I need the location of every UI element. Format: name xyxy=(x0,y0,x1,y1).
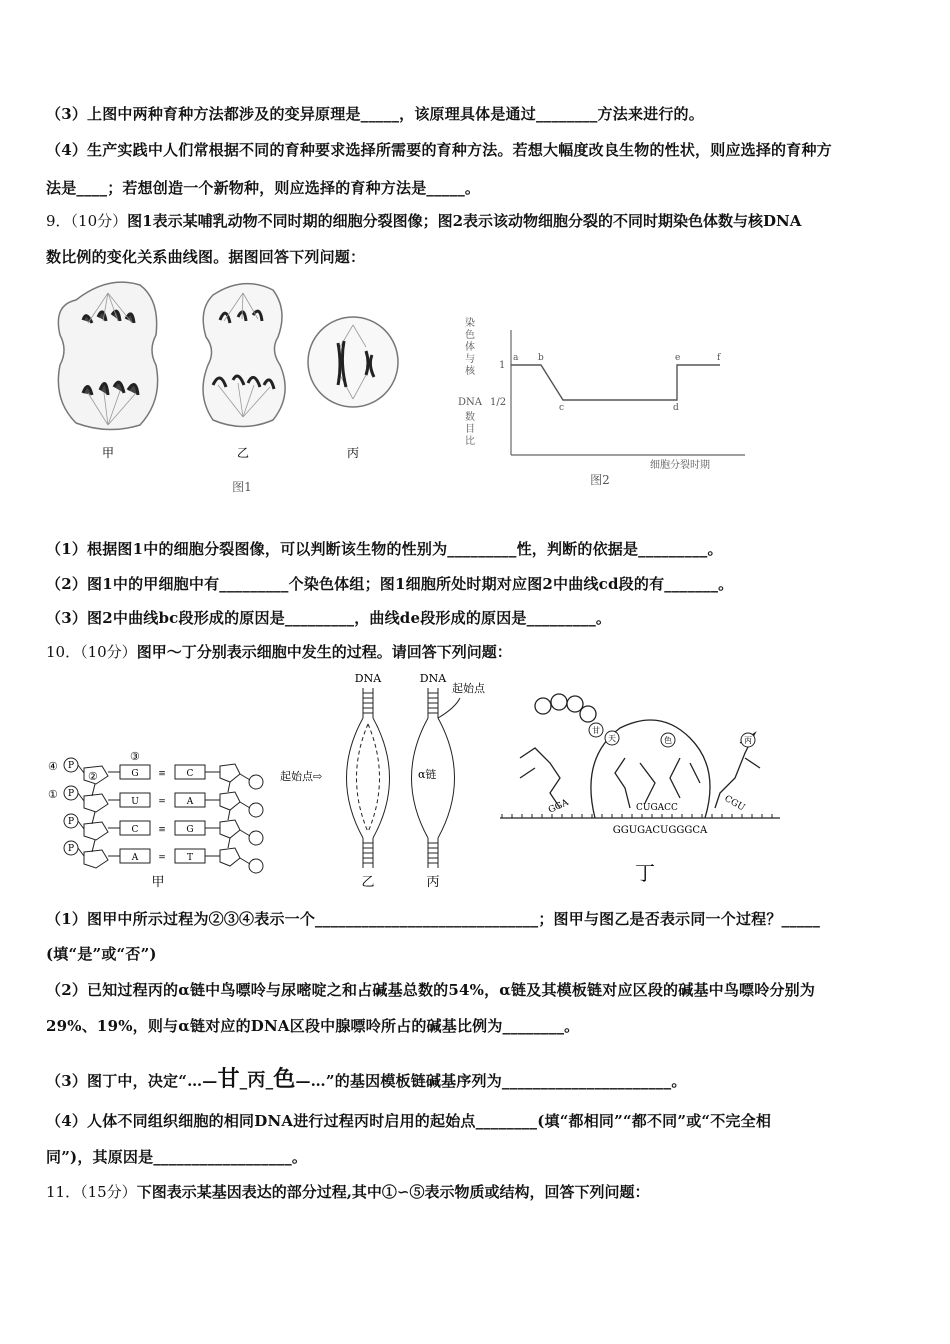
base-right-2: G xyxy=(186,825,194,835)
yi-dna: DNA xyxy=(354,672,382,685)
bing-dna: DNA xyxy=(419,672,447,685)
q8-part3: （3）上图中两种育种方法都涉及的变异原理是_____，该原理具体是通过________方法来进行的。 xyxy=(46,105,704,123)
label-ding: 丁 xyxy=(635,861,655,885)
aa-bing: 丙 xyxy=(744,736,752,745)
q8-part4-line2: 法是____；若想创造一个新物种，则应选择的育种方法是_____。 xyxy=(46,179,481,197)
q10-part4-line2: 同”)，其原因是__________________。 xyxy=(46,1148,308,1166)
q10-part3-suffix: —…”的基因模板链碱基序列为______________________。 xyxy=(295,1072,687,1090)
anticodon-1: GGA xyxy=(547,797,571,816)
phosphate-2: P xyxy=(67,789,75,799)
point-b: b xyxy=(538,353,544,363)
yi-origin: 起始点⇨ xyxy=(280,770,323,783)
cell-jia xyxy=(58,282,157,429)
fig-bing xyxy=(412,672,486,890)
svg-text:=: = xyxy=(158,853,166,863)
base-left-2: C xyxy=(131,825,139,835)
figure2-axes xyxy=(511,330,745,455)
marker-2: ② xyxy=(88,770,98,783)
svg-text:=: = xyxy=(158,797,166,807)
base-left-1: U xyxy=(131,797,139,807)
q9-part1: （1）根据图1中的细胞分裂图像，可以判断该生物的性别为_________性，判断的依据是_________。 xyxy=(46,540,723,558)
label-jia: 甲 xyxy=(151,875,165,890)
tick-half: 1/2 xyxy=(490,397,507,408)
cell-label-yi: 乙 xyxy=(236,446,250,460)
label-yi: 乙 xyxy=(361,875,375,890)
q9-stem-line1 xyxy=(46,210,801,231)
q10-part4-line1: （4）人体不同组织细胞的相同DNA进行过程丙时启用的起始点________(填“都相同”“都不同”或“不完全相 xyxy=(46,1112,772,1130)
ylabel-6: 数 xyxy=(465,412,475,423)
anticodon-2: CUGACC xyxy=(636,803,678,813)
ylabel-2: 体 xyxy=(465,342,475,353)
figure2-caption: 图2 xyxy=(590,473,610,487)
tick-1: 1 xyxy=(499,360,506,371)
q11-number: 11．（15分） xyxy=(46,1183,137,1201)
marker-1: ① xyxy=(48,788,58,801)
q10-part3-aa2: 丙 xyxy=(247,1070,266,1091)
q9-stem-text: 图1表示某哺乳动物不同时期的细胞分裂图像；图2表示该动物细胞分裂的不同时期染色体数与核DNA xyxy=(127,212,802,230)
point-e: e xyxy=(675,353,681,363)
cell-bing xyxy=(308,317,398,407)
bing-origin: 起始点 xyxy=(452,682,485,695)
point-a: a xyxy=(513,353,519,363)
svg-text:≡: ≡ xyxy=(158,825,166,835)
aa-gan: 甘 xyxy=(592,726,600,735)
curve-line xyxy=(511,365,720,400)
anticodon-3: CGU xyxy=(722,793,747,814)
q9-number: 9．（10分） xyxy=(46,212,128,230)
q9-part3: （3）图2中曲线bc段形成的原因是_________，曲线de段形成的原因是_________。 xyxy=(46,609,612,627)
ylabel-3: 与 xyxy=(465,354,475,365)
aa-se: 色 xyxy=(664,736,672,745)
q10-stem xyxy=(46,641,512,662)
point-f: f xyxy=(717,353,721,363)
q9-figure1 xyxy=(48,275,428,500)
q10-part1-line2: (填“是”或“否”) xyxy=(46,945,157,963)
q10-part3-aa3: 色 xyxy=(273,1066,296,1092)
base-left-3: A xyxy=(131,853,139,863)
q10-part3 xyxy=(46,1062,687,1093)
fig-ding xyxy=(500,694,780,885)
base-right-3: T xyxy=(186,853,194,863)
q8-part4-line1: （4）生产实践中人们常根据不同的育种要求选择所需要的育种方法。若想大幅度改良生物的性状，则应选择的育种方 xyxy=(46,141,832,159)
marker-4: ④ xyxy=(48,760,58,773)
marker-3: ③ xyxy=(130,750,140,763)
fig-jia xyxy=(48,750,263,890)
q10-stem-text: 图甲～丁分别表示细胞中发生的过程。请回答下列问题： xyxy=(136,643,512,661)
xlabel: 细胞分裂时期 xyxy=(650,460,710,471)
ylabel-0: 染 xyxy=(465,318,475,329)
base-right-1: A xyxy=(186,797,194,807)
point-d: d xyxy=(673,403,679,413)
phosphate-4: P xyxy=(67,844,75,854)
base-left-0: G xyxy=(131,769,139,779)
q10-part3-dash1: _ xyxy=(239,1072,248,1090)
cell-label-jia: 甲 xyxy=(101,446,115,460)
figure1-caption: 图1 xyxy=(232,480,252,494)
bing-chain: α链 xyxy=(418,768,437,781)
q10-part3-prefix: （3）图丁中，决定“…— xyxy=(46,1072,218,1090)
ylabel-8: 比 xyxy=(465,436,475,447)
point-c: c xyxy=(559,403,565,413)
q9-figure2 xyxy=(455,310,755,490)
ylabel-7: 目 xyxy=(465,424,475,435)
base-right-0: C xyxy=(186,769,194,779)
q10-part3-aa1: 甘 xyxy=(217,1066,240,1092)
q11-stem xyxy=(46,1181,649,1202)
q10-part2-line1: （2）已知过程丙的α链中鸟嘌呤与尿嘧啶之和占碱基总数的54%，α链及其模板链对应区段的碱基中鸟嘌呤分别为 xyxy=(46,981,816,999)
q9-part2: （2）图1中的甲细胞中有_________个染色体组；图1细胞所处时期对应图2中曲线cd段的有_______。 xyxy=(46,575,734,593)
q10-number: 10．（10分） xyxy=(46,643,137,661)
phosphate-3: P xyxy=(67,817,75,827)
q10-figure xyxy=(40,668,920,893)
q10-part2-line2: 29%、19%，则与α链对应的DNA区段中腺嘌呤所占的碱基比例为________。 xyxy=(46,1017,580,1035)
cell-yi xyxy=(203,284,285,427)
ylabel-4: 核 xyxy=(465,366,475,377)
label-bing: 丙 xyxy=(426,875,440,890)
q10-part1-line1: （1）图甲中所示过程为②③④表示一个_____________________________；图甲与图乙是否表示同一个过程？_____ xyxy=(46,910,821,928)
fig-yi xyxy=(280,672,390,890)
mrna-seq: GGUGACUGGGCA xyxy=(612,825,708,836)
q9-stem-line2: 数比例的变化关系曲线图。据图回答下列问题： xyxy=(46,248,366,266)
q10-part3-dash2: _ xyxy=(265,1072,274,1090)
ylabel-1: 色 xyxy=(465,330,475,341)
phosphate-1: P xyxy=(67,761,75,771)
cell-label-bing: 丙 xyxy=(346,446,360,460)
svg-text:≡: ≡ xyxy=(158,769,166,779)
aa-tian: 天 xyxy=(608,734,616,743)
q11-stem-text: 下图表示某基因表达的部分过程,其中①∽⑤表示物质或结构，回答下列问题： xyxy=(136,1183,650,1201)
ylabel-5: DNA xyxy=(458,397,482,408)
